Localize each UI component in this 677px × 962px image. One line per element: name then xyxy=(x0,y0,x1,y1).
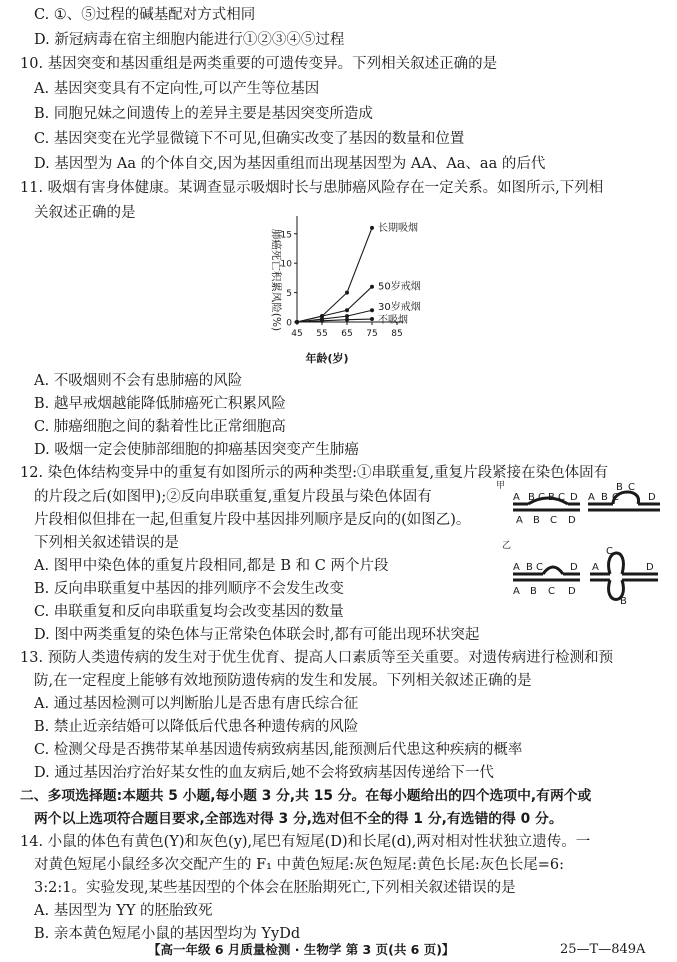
gene-d-yi-b: D xyxy=(568,586,576,597)
gene-d-top: D xyxy=(570,492,578,503)
gene-b-top-r: B xyxy=(601,492,608,503)
q14-option-a: A. 基因型为 YY 的胚胎致死 xyxy=(34,903,213,919)
loop-b: B xyxy=(616,482,623,493)
chart-legend-label: 不吸烟 xyxy=(378,315,408,327)
gene-c-bottom: C xyxy=(550,515,557,526)
q12-option-a: A. 图甲中染色体的重复片段相同,都是 B 和 C 两个片段 xyxy=(34,558,389,574)
chart-x-axis-label: 年龄(岁) xyxy=(305,352,349,365)
chart-x-tick-label: 85 xyxy=(391,329,403,339)
gene-b-yi: B xyxy=(526,562,533,573)
q10-option-c: C. 基因突变在光学显微镜下不可见,但确实改变了基因的数量和位置 xyxy=(34,131,465,147)
fig-yi-unpaired xyxy=(513,562,580,597)
q12-option-c: C. 串联重复和反向串联重复均会改变基因的数量 xyxy=(34,604,344,620)
chart-point xyxy=(345,291,349,295)
chart-point xyxy=(320,319,324,323)
q12-stem-line4: 下列相关叙述错误的是 xyxy=(34,535,179,551)
gene-a-top-r: A xyxy=(588,492,595,503)
q9-option-c: C. ①、⑤过程的碱基配对方式相同 xyxy=(34,7,256,23)
chart-point xyxy=(295,320,299,324)
lung-cancer-risk-chart xyxy=(255,212,430,372)
footer-page-info: 【高一年级 6 月质量检测 · 生物学 第 3 页(共 6 页)】 xyxy=(148,942,455,957)
gene-a-top: A xyxy=(513,492,520,503)
chart-y-axis-label: 肺癌死亡积累风险(%) xyxy=(270,228,282,332)
q13-stem-line1: 13. 预防人类遗传病的发生对于优生优育、提高人口素质等至关重要。对遗传病进行检测和预 xyxy=(20,650,614,666)
chart-y-tick-label: 0 xyxy=(286,318,292,329)
chart-x-tick-label: 65 xyxy=(341,329,353,339)
gene-a-yi: A xyxy=(513,562,520,573)
gene-c-top-r: C xyxy=(612,492,619,503)
chart-point xyxy=(345,308,349,312)
q13-option-c: C. 检测父母是否携带某单基因遗传病致病基因,能预测后代患这种疾病的概率 xyxy=(34,742,523,758)
chart-series-line xyxy=(297,228,372,322)
gene-c-yi: C xyxy=(536,562,543,573)
gene-b-top: B xyxy=(528,492,535,503)
gene-d-yi-r: D xyxy=(646,562,654,573)
q10-stem: 10. 基因突变和基因重组是两类重要的可遗传变异。下列相关叙述正确的是 xyxy=(20,56,498,72)
q13-option-d: D. 通过基因治疗治好某女性的血友病后,她不会将致病基因传递给下一代 xyxy=(34,765,494,781)
q11-stem-line2: 关叙述正确的是 xyxy=(34,205,136,221)
chart-point xyxy=(370,285,374,289)
chart-point xyxy=(370,317,374,321)
q12-option-d: D. 图中两类重复的染色体与正常染色体联会时,都有可能出现环状突起 xyxy=(34,627,480,643)
q11-option-a: A. 不吸烟则不会有患肺癌的风险 xyxy=(34,373,243,389)
fig-yi-loop xyxy=(590,546,658,607)
q11-option-c: C. 肺癌细胞之间的黏着性比正常细胞高 xyxy=(34,419,286,435)
gene-c-yi-b: C xyxy=(548,586,555,597)
q13-stem-line2: 防,在一定程度上能够有效地预防遗传病的发生和发展。下列相关叙述正确的是 xyxy=(34,673,532,689)
chart-x-tick-label: 45 xyxy=(291,329,303,339)
chart-y-tick-label: 10 xyxy=(280,259,292,270)
chart-legend-label: 30岁戒烟 xyxy=(378,302,421,314)
fig-label-yi: 乙 xyxy=(502,541,512,551)
gene-a-bottom: A xyxy=(516,515,523,526)
chart-point xyxy=(345,314,349,318)
gene-b-top2: B xyxy=(548,492,555,503)
q13-option-a: A. 通过基因检测可以判断胎儿是否患有唐氏综合征 xyxy=(34,696,359,712)
chart-y-tick-label: 15 xyxy=(280,230,292,241)
chart-legend-label: 长期吸烟 xyxy=(378,222,418,234)
q10-option-d: D. 基因型为 Aa 的个体自交,因为基因重组而出现基因型为 AA、Aa、aa 的后代 xyxy=(34,156,546,172)
gene-b-bottom: B xyxy=(533,515,540,526)
chart-y-tick-label: 5 xyxy=(286,289,292,300)
chart-point xyxy=(345,318,349,322)
q12-option-b: B. 反向串联重复中基因的排列顺序不会发生改变 xyxy=(34,581,344,597)
gene-d-bottom: D xyxy=(568,515,576,526)
q14-stem-line2: 对黄色短尾小鼠经多次交配产生的 F₁ 中黄色短尾:灰色短尾:黄色长尾:灰色长尾=6: xyxy=(34,857,565,873)
gene-c-top: C xyxy=(538,492,545,503)
q11-option-d: D. 吸烟一定会使肺部细胞的抑癌基因突变产生肺癌 xyxy=(34,442,359,458)
fig-label-jia: 甲 xyxy=(496,481,506,491)
q10-option-b: B. 同胞兄妹之间遗传上的差异主要是基因突变所造成 xyxy=(34,106,373,122)
chart-x-tick-label: 55 xyxy=(316,329,328,339)
gene-a-yi-r: A xyxy=(592,562,599,573)
loop-b-yi: B xyxy=(620,596,627,607)
gene-d-top-r: D xyxy=(648,492,656,503)
fig-jia-unpaired xyxy=(513,492,580,526)
q12-stem-line3: 片段相似但排在一起,但重复片段中基因排列顺序是反向的(如图乙)。 xyxy=(34,512,471,528)
loop-c-yi: C xyxy=(606,546,613,557)
gene-c-top2: C xyxy=(558,492,565,503)
section2-heading-line2: 两个以上选项符合题目要求,全部选对得 3 分,选对但不全的得 1 分,有选错的得 0 分。 xyxy=(34,811,563,827)
q9-option-d: D. 新冠病毒在宿主细胞内能进行①②③④⑤过程 xyxy=(34,32,345,48)
chromosome-duplication-figure xyxy=(488,478,668,612)
chart-x-tick-label: 75 xyxy=(366,329,378,339)
footer-exam-code: 25—T—849A xyxy=(560,942,646,957)
chart-legend-label: 50岁戒烟 xyxy=(378,281,421,293)
q11-option-b: B. 越早戒烟越能降低肺癌死亡积累风险 xyxy=(34,396,286,412)
q12-stem-line1: 12. 染色体结构变异中的重复有如图所示的两种类型:①串联重复,重复片段紧接在染色体固有 xyxy=(20,465,609,481)
q12-stem-line2: 的片段之后(如图甲);②反向串联重复,重复片段虽与染色体固有 xyxy=(34,489,432,505)
q11-stem-line1: 11. 吸烟有害身体健康。某调查显示吸烟时长与患肺癌风险存在一定关系。如图所示,下列相 xyxy=(20,180,604,196)
q14-stem-line1: 14. 小鼠的体色有黄色(Y)和灰色(y),尾巴有短尾(D)和长尾(d),两对相对性状独立遗传。一 xyxy=(20,834,591,850)
q14-stem-line3: 3:2:1。实验发现,某些基因型的个体会在胚胎期死亡,下列相关叙述错误的是 xyxy=(34,880,516,896)
chart-point xyxy=(370,308,374,312)
fig-jia-loop xyxy=(588,482,660,510)
q14-option-b: B. 亲本黄色短尾小鼠的基因型均为 YyDd xyxy=(34,926,301,942)
loop-c: C xyxy=(628,482,635,493)
gene-d-yi: D xyxy=(570,562,578,573)
gene-b-yi-b: B xyxy=(530,586,537,597)
q13-option-b: B. 禁止近亲结婚可以降低后代患各种遗传病的风险 xyxy=(34,719,359,735)
section2-heading-line1: 二、多项选择题:本题共 5 小题,每小题 3 分,共 15 分。在每小题给出的四个选项中,有两个或 xyxy=(20,788,592,804)
q10-option-a: A. 基因突变具有不定向性,可以产生等位基因 xyxy=(34,81,320,97)
chart-point xyxy=(370,226,374,230)
gene-a-yi-b: A xyxy=(513,586,520,597)
